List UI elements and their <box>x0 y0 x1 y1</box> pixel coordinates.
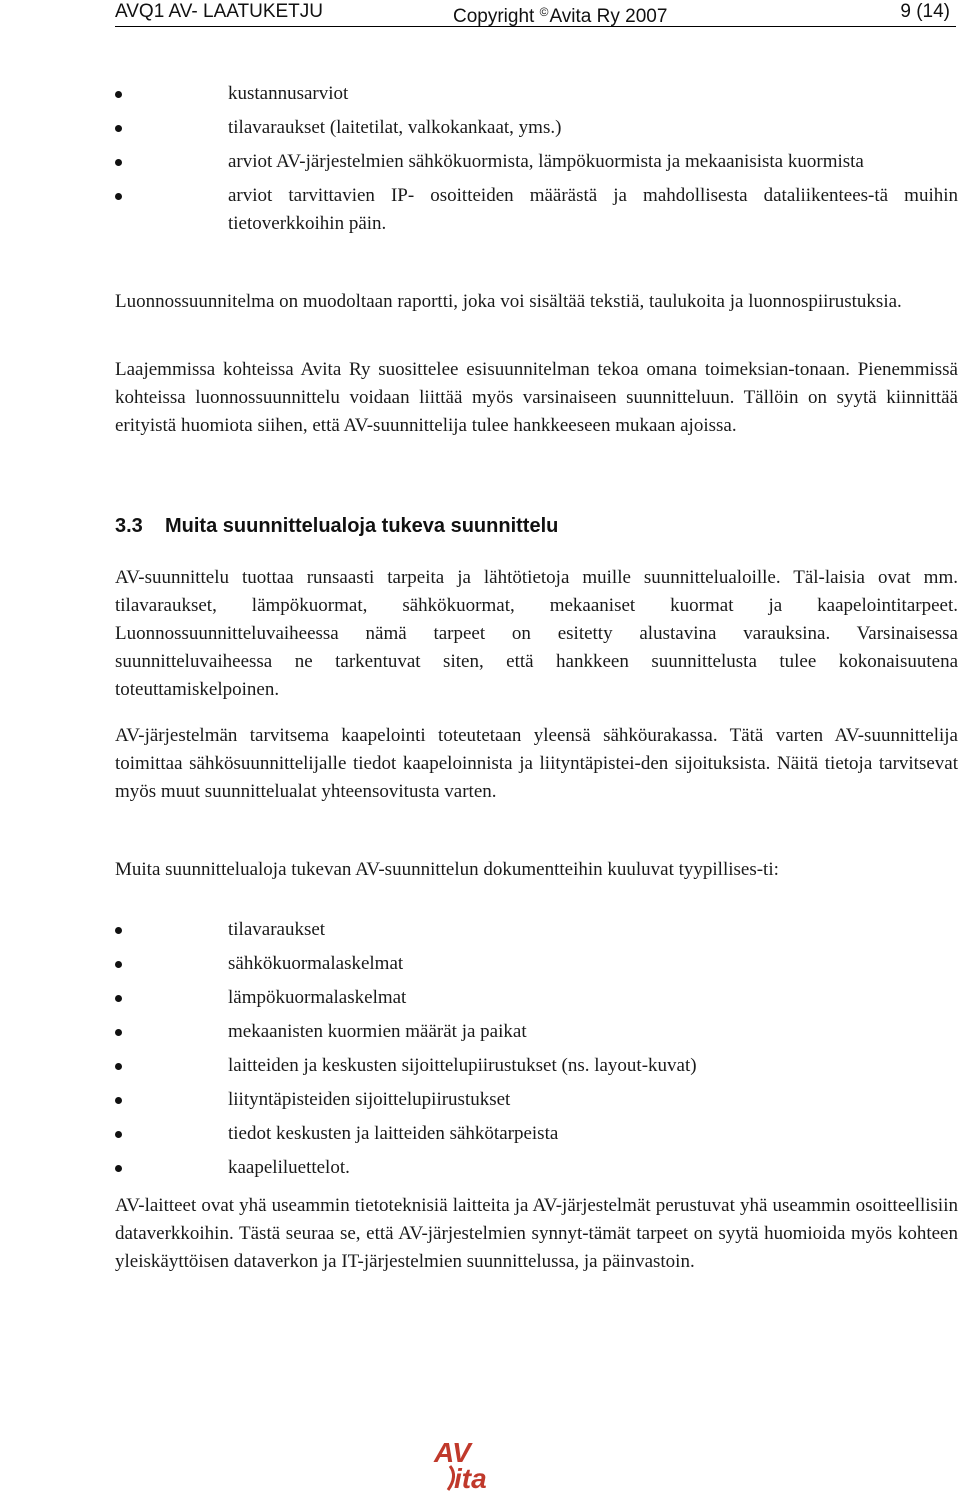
list-item <box>115 1052 958 1080</box>
bullet-icon <box>115 961 122 968</box>
document-list <box>115 916 958 1182</box>
page-header <box>115 0 956 27</box>
paragraph: Luonnossuunnitelma on muodoltaan raportti, joka voi sisältää tekstiä, taulukoita ja luonnospiirustuksia. <box>115 291 902 312</box>
section-heading <box>115 512 558 540</box>
list-item-text: laitteiden ja keskusten sijoittelupiirustukset (ns. layout-kuvat) <box>228 1055 697 1076</box>
list-item-text: kustannusarviot <box>228 83 349 104</box>
list-item-text: tilavaraukset <box>228 919 326 940</box>
bullet-icon <box>115 159 122 166</box>
paragraph: AV-laitteet ovat yhä useammin tietoteknisiä laitteita ja AV-järjestelmät perustuvat yhä useammin osoitteellisiin dataverkkoihin. Tästä seuraa se, että AV-järjestelmien synnyt-tämät tarpeet on syytä huomioida myös kohteen yleiskäyttöisen dataverkon ja IT-järjestelmien suunnittelussa, ja päinvastoin. <box>115 1195 958 1272</box>
list-item <box>115 1018 958 1046</box>
bullet-icon <box>115 1097 122 1104</box>
list-item <box>115 950 958 978</box>
list-item <box>115 80 958 108</box>
bullet-icon <box>115 1131 122 1138</box>
list-item <box>115 182 958 238</box>
list-item <box>115 1086 958 1114</box>
list-item <box>115 114 958 142</box>
logo-text-top: AV <box>434 1437 471 1468</box>
list-item-text: tiedot keskusten ja laitteiden sähkötarpeista <box>228 1123 559 1144</box>
list-item-text: lämpökuormalaskelmat <box>228 987 407 1008</box>
list-item-text: kaapeliluettelot. <box>228 1157 350 1178</box>
list-item-text: sähkökuormalaskelmat <box>228 953 404 974</box>
paragraph: Muita suunnittelualoja tukevan AV-suunnittelun dokumentteihin kuuluvat tyypillises-ti: <box>115 859 779 880</box>
list-item <box>115 916 958 944</box>
list-item <box>115 1154 958 1182</box>
list-item-text: arviot AV-järjestelmien sähkökuormista, lämpökuormista ja mekaanisista kuormista <box>228 151 864 172</box>
bullet-icon <box>115 995 122 1002</box>
list-item <box>115 148 958 176</box>
paragraph: Laajemmissa kohteissa Avita Ry suosittelee esisuunnitelman tekoa omana toimeksian-tonaan. Pienemmissä kohteissa luonnossuunnittelu voidaan liittää myös varsinaiseen suunnitteluun. Tällöin on syytä kiinnittää erityistä huomiota siihen, että AV-suunnittelija tulee hankkeeseen mukaan ajoissa. <box>115 359 958 436</box>
copyright-holder: Avita Ry 2007 <box>549 6 668 27</box>
list-item-text: arviot tarvittavien IP- osoitteiden määrästä ja mahdollisesta dataliikentees-tä muihin tietoverkkoihin päin. <box>228 185 958 234</box>
estimate-list <box>115 80 958 238</box>
bullet-icon <box>115 91 122 98</box>
bullet-icon <box>115 1029 122 1036</box>
copyright-prefix: Copyright <box>453 6 535 27</box>
list-item-text: tilavaraukset (laitetilat, valkokankaat, yms.) <box>228 117 562 138</box>
bullet-icon <box>115 193 122 200</box>
list-item-text: mekaanisten kuormien määrät ja paikat <box>228 1021 527 1042</box>
avita-logo <box>432 1436 500 1494</box>
bullet-icon <box>115 1063 122 1070</box>
logo-swoosh <box>448 1466 454 1490</box>
section-number: 3.3 <box>115 515 143 537</box>
bullet-icon <box>115 1165 122 1172</box>
page-number: 9 (14) <box>900 1 950 22</box>
list-item <box>115 984 958 1012</box>
avita-logo-icon <box>432 1436 500 1494</box>
bullet-icon <box>115 125 122 132</box>
logo-text-bottom: ita <box>454 1463 487 1494</box>
paragraph: AV-suunnittelu tuottaa runsaasti tarpeita ja lähtötietoja muille suunnittelualoille. Täl-laisia ovat mm. tilavaraukset, lämpökuormat, sähkökuormat, mekaaniset kuormat ja kaapelointitarpeet. Luonnossuunnitteluvaiheessa nämä tarpeet on esitetty alustavina varauksina. Varsinaisessa suunnitteluvaiheessa ne tarkentuvat siten, että hankkeen suunnittelusta tulee kokonaisuutena toteuttamiskelpoinen. <box>115 567 958 700</box>
doc-id: AVQ1 AV- LAATUKETJU <box>115 1 324 22</box>
copyright-icon: © <box>539 5 549 19</box>
list-item-text: liityntäpisteiden sijoittelupiirustukset <box>228 1089 511 1110</box>
bullet-icon <box>115 927 122 934</box>
list-item <box>115 1120 958 1148</box>
section-title: Muita suunnittelualoja tukeva suunnittelu <box>165 515 559 537</box>
paragraph: AV-järjestelmän tarvitsema kaapelointi toteutetaan yleensä sähköurakassa. Tätä varten AV-suunnittelija toimittaa sähkösuunnittelijalle tiedot kaapeloinnista ja liityntäpistei-den sijoituksista. Näitä tietoja tarvitsevat myös muut suunnittelualat yhteensovitusta varten. <box>115 725 958 802</box>
copyright-notice <box>453 0 667 29</box>
